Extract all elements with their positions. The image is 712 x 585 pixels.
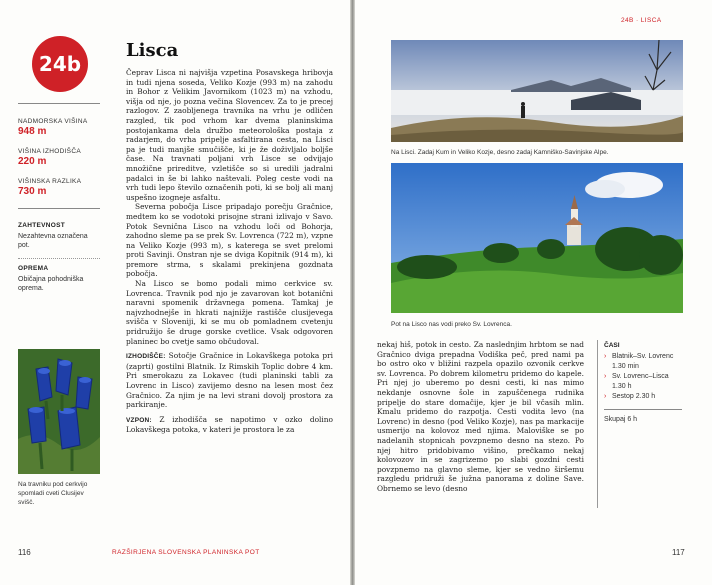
paragraph: Čeprav Lisca ni najvišja vzpetina Posavskega hribovja in tudi njena soseda, Veliko Kozje (993 m) na zahodu in Bohor z Velikim Javornikom (1023 m) na vzhodu, višja od nje, jo pozna večina Slovencev. Za to je precej razlogov. Z zaobljenega travnika na vrhu je odličen razgled, tik pod vrhom kar dvema planinskima postojankama dela družbo meteorološka postaja z radarjem, do vrha pripelje asfaltirana cesta, na Lisci pa je tudi manjše smučišče, ki je že doživljalo boljše čase. Na travnati poljani vrh Lisce se odvijajo množične prireditve, vzletišče so si uredili jadralni padalci in še bi lahko naštevali. Poleg ceste vodi na vrh tudi lepo število označenih poti, ki se bolj ali manj uspešno izogneje asfaltu.: [126, 68, 333, 202]
izhodisce-text: Sotočje Gračnice in Lokavškega potoka pri (zaprti) gostilni Blatnik. Iz Rimskih Toplic dobre 4 km. Pri smerokazu za Lokavec (tudi planinski tabli za Lovrenc in Lisco) zavijemo desno na lesen most čez Gračnico. Za njim je na levi strani dovolj prostora za parkiranje.: [126, 351, 333, 410]
stat-label: NADMORSKA VIŠINA: [18, 118, 88, 125]
stat-value: 730 m: [18, 186, 47, 197]
summit-landscape-image: [391, 40, 683, 142]
time-item: › Sv. Lovrenc–Lisca 1.30 h: [604, 372, 682, 392]
times-list: [604, 352, 682, 402]
vzpon-text: Z izhodišča se napotimo v ozko dolino Lokavškega potoka, v kateri je prostora le za: [126, 414, 333, 435]
photo2-caption: Pot na Lisco nas vodi preko Sv. Lovrenca.: [391, 321, 512, 328]
photo1-caption: Na Lisci. Zadaj Kum in Veliko Kozje, desno zadaj Kamniško-Savinjske Alpe.: [391, 149, 609, 156]
gentian-photo: [18, 349, 100, 474]
page-title: Lisca: [126, 40, 179, 61]
gentian-flower-image: [18, 349, 100, 474]
vzpon-heading: VZPON:: [126, 416, 152, 424]
paragraph: Severna pobočja Lisce pripadajo porečju Gračnice, medtem ko se vodotoki prisojne strani izlivajo v Savo. Potok Sevnična Lisco na vzhodu loči od Bohorja, zahodno sleme pa se prek Sv. Lovrenca (722 m), vzpne na Veliko Kozje (993 m), s katerega se svet prelomi proti Savinji. Onstran nje se dviga Kopitnik (914 m), ki premore strma, s skalami prekinjena gozdnata pobočja.: [126, 202, 333, 279]
paragraph: Na Lisco se bomo podali mimo cerkvice sv. Lovrenca. Travnik pod njo je zavarovan kot botanični naravni spomenik državnega pomena. Tamkaj je najvzhodnejše in hkrati najnižje rastišče clusijevega svišča v Sloveniji, ki se mu ob pomladnem cvetenju pridružijo še druge gorske cvetlice. Vsak odgovoren planinec bo cvetje samo občudoval.: [126, 279, 333, 346]
divider: [18, 103, 100, 104]
page-number: 116: [18, 548, 31, 557]
divider: [604, 409, 682, 410]
running-head: 24B · LISCA: [621, 17, 662, 24]
stat-label: VIŠINSKA RAZLIKA: [18, 178, 82, 185]
page-number: 117: [672, 548, 685, 557]
times-heading: ČASI: [604, 342, 620, 349]
right-body-text: [377, 340, 584, 494]
body-text: [126, 68, 333, 435]
stat-value: 948 m: [18, 126, 47, 137]
running-title: RAZŠIRJENA SLOVENSKA PLANINSKA POT: [112, 549, 260, 556]
stat-value: 220 m: [18, 156, 47, 167]
church-photo: [391, 163, 683, 313]
oprema-text: Običajna pohodniška oprema.: [18, 276, 84, 292]
time-item: › Sestop 2.30 h: [604, 392, 682, 402]
izhodisce-heading: IZHODIŠČE:: [126, 353, 166, 361]
summit-photo: [391, 40, 683, 142]
route-badge: 24b: [32, 36, 88, 92]
oprema-heading: OPREMA: [18, 265, 49, 272]
zahtevnost-text: Nezahtevna označena pot.: [18, 233, 88, 249]
column-rule: [597, 340, 598, 508]
zahtevnost-heading: ZAHTEVNOST: [18, 222, 66, 229]
times-total: Skupaj 6 h: [604, 416, 638, 423]
dotted-divider: [18, 258, 100, 259]
paragraph: nekaj hiš, potok in cesto. Za naslednjim hrbtom se nad Gračnico dviga prepadna Vodiška peč, pred nami pa bo ostro oko v bližini razpela opazilo ozvonik cerkve sv. Lovrenca. Po dobrem kilometru pridemo do kapele. Pri njej jo uberemo po desni cesti, ki nas mimo nekdanje osnovne šole in zapuščenega rudnika pripelje do stare domačije, kjer je bil včasih mlin. Kmalu pridemo do razpotja. Cesti vodita levo (na Lovrenc) in desno (pod Veliko Kozje), nas pa markacije usmerijo na kolovoz med njima. Maloviške se po nadelanih stopnicah povzpnemo desno na stezo. Po njej hitro pridobivamo višino, prečkamo nekaj kolovozov in se zagrizemo po slabi gozdni cesti povzpnemo na glavno sleme, kjer se vedno širšemu razgledu pridruži še južna panorama z doline Save. Obrnemo se levo (desno: [377, 340, 584, 493]
left-page: [0, 0, 350, 585]
divider: [18, 208, 100, 209]
time-item: › Blatnik–Sv. Lovrenc 1.30 min: [604, 352, 682, 372]
stat-label: VIŠINA IZHODIŠČA: [18, 148, 81, 155]
church-landscape-image: [391, 163, 683, 313]
flower-caption: Na travniku pod cerkvijo spomladi cveti Clusijev svišč.: [18, 481, 88, 506]
vzpon-paragraph: [126, 415, 333, 435]
book-gutter: [350, 0, 355, 585]
izhodisce-paragraph: [126, 351, 333, 410]
